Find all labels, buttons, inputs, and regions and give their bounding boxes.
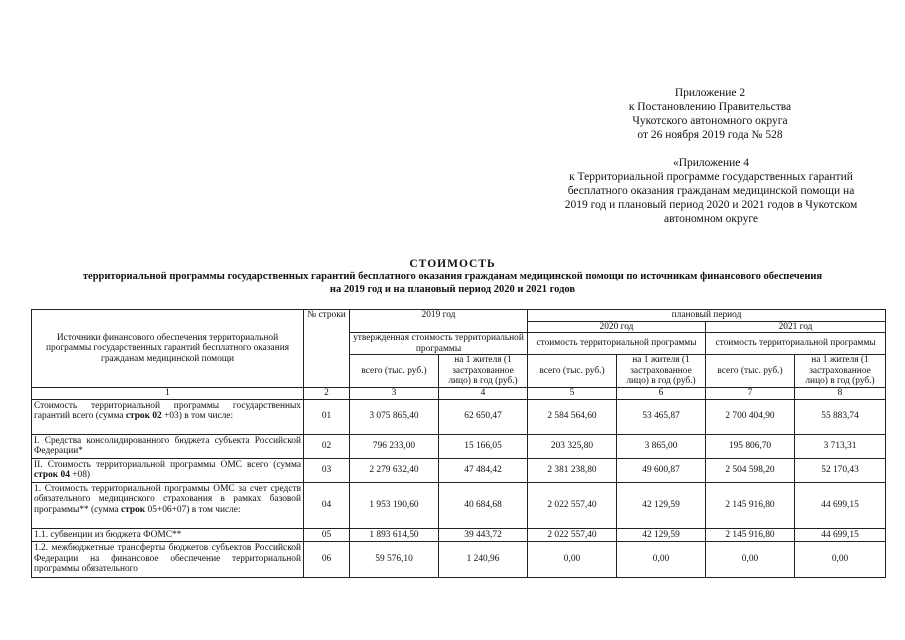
header-per-capita: на 1 жителя (1 застрахованное лицо) в год (руб.) — [795, 355, 886, 388]
value-cell: 2 145 916,80 — [706, 482, 795, 528]
value-cell: 2 584 564,60 — [528, 399, 617, 434]
header-source: Источники финансового обеспечения территориальной программы государственных гарантий бесплатного оказания гражданам медицинской помощи — [32, 310, 304, 388]
header-planned-period: плановый период — [528, 310, 886, 322]
header-approved-cost: утвержденная стоимость территориальной программы — [350, 333, 528, 355]
row-label: 1.1. субвенции из бюджета ФОМС** — [32, 528, 304, 542]
column-number: 6 — [617, 388, 706, 400]
appendix-line: автономном округе — [663, 213, 759, 225]
value-cell: 2 022 557,40 — [528, 482, 617, 528]
value-cell: 195 806,70 — [706, 434, 795, 458]
appendix-line: Приложение 2 — [674, 87, 746, 99]
table-row — [32, 528, 886, 542]
appendix-line: к Территориальной программе государственных гарантий — [569, 171, 853, 183]
header-total: всего (тыс. руб.) — [706, 355, 795, 388]
table-row — [32, 458, 886, 482]
row-number: 03 — [304, 458, 350, 482]
row-number: 02 — [304, 434, 350, 458]
row-label: I. Средства консолидированного бюджета субъекта Российской Федерации* — [32, 434, 304, 458]
header-total: всего (тыс. руб.) — [528, 355, 617, 388]
row-number: 06 — [304, 542, 350, 578]
column-number: 2 — [304, 388, 350, 400]
value-cell: 55 883,74 — [795, 399, 886, 434]
header-per-capita: на 1 жителя (1 застрахованное лицо) в год (руб.) — [617, 355, 706, 388]
appendix-2-heading — [560, 86, 860, 142]
header-cost-2021: стоимость территориальной программы — [706, 333, 886, 355]
header-2021: 2021 год — [706, 321, 886, 333]
row-label: Стоимость территориальной программы государственных гарантий всего (сумма строк 02 +03) в том числе: — [32, 399, 304, 434]
row-number: 04 — [304, 482, 350, 528]
header-cost-2020: стоимость территориальной программы — [528, 333, 706, 355]
value-cell: 2 279 632,40 — [350, 458, 439, 482]
value-cell: 39 443,72 — [439, 528, 528, 542]
value-cell: 2 381 238,80 — [528, 458, 617, 482]
value-cell: 2 145 916,80 — [706, 528, 795, 542]
value-cell: 62 650,47 — [439, 399, 528, 434]
row-label: II. Стоимость территориальной программы ОМС всего (сумма строк 04 +08) — [32, 458, 304, 482]
value-cell: 0,00 — [795, 542, 886, 578]
cost-table — [31, 309, 886, 578]
value-cell: 3 713,31 — [795, 434, 886, 458]
appendix-4-heading — [530, 156, 892, 226]
appendix-line: от 26 ноября 2019 года № 528 — [637, 129, 783, 141]
table-row — [32, 482, 886, 528]
header-total: всего (тыс. руб.) — [350, 355, 439, 388]
value-cell: 0,00 — [706, 542, 795, 578]
document-title: СТОИМОСТЬ — [409, 258, 496, 270]
appendix-line: бесплатного оказания гражданам медицинской помощи на — [567, 185, 855, 197]
header-2019: 2019 год — [350, 310, 528, 333]
value-cell: 44 699,15 — [795, 528, 886, 542]
value-cell: 44 699,15 — [795, 482, 886, 528]
row-number: 05 — [304, 528, 350, 542]
value-cell: 0,00 — [617, 542, 706, 578]
column-number: 4 — [439, 388, 528, 400]
value-cell: 1 893 614,50 — [350, 528, 439, 542]
value-cell: 2 022 557,40 — [528, 528, 617, 542]
value-cell: 15 166,05 — [439, 434, 528, 458]
value-cell: 1 953 190,60 — [350, 482, 439, 528]
value-cell: 203 325,80 — [528, 434, 617, 458]
appendix-line: «Приложение 4 — [672, 157, 750, 169]
row-label: 1.2. межбюджетные трансферты бюджетов субъектов Российской Федерации на финансовое обеспечение территориальной программы обязательного — [32, 542, 304, 578]
value-cell: 53 465,87 — [617, 399, 706, 434]
table-row — [32, 542, 886, 578]
column-number: 3 — [350, 388, 439, 400]
appendix-line: 2019 год и плановый период 2020 и 2021 годов в Чукотском — [564, 199, 858, 211]
row-number: 01 — [304, 399, 350, 434]
header-per-capita: на 1 жителя (1 застрахованное лицо) в год (руб.) — [439, 355, 528, 388]
table-row — [32, 434, 886, 458]
value-cell: 40 684,68 — [439, 482, 528, 528]
column-number: 7 — [706, 388, 795, 400]
value-cell: 3 075 865,40 — [350, 399, 439, 434]
value-cell: 47 484,42 — [439, 458, 528, 482]
value-cell: 59 576,10 — [350, 542, 439, 578]
header-row-number: № строки — [304, 310, 350, 388]
subtitle-line: на 2019 год и на плановый период 2020 и 2021 годов — [329, 284, 576, 295]
value-cell: 42 129,59 — [617, 528, 706, 542]
value-cell: 0,00 — [528, 542, 617, 578]
value-cell: 2 504 598,20 — [706, 458, 795, 482]
value-cell: 49 600,87 — [617, 458, 706, 482]
value-cell: 1 240,96 — [439, 542, 528, 578]
value-cell: 42 129,59 — [617, 482, 706, 528]
column-number: 5 — [528, 388, 617, 400]
appendix-line: Чукотского автономного округа — [632, 115, 788, 127]
value-cell: 796 233,00 — [350, 434, 439, 458]
value-cell: 2 700 404,90 — [706, 399, 795, 434]
subtitle-line: территориальной программы государственных гарантий бесплатного оказания гражданам медицинской помощи по источникам финансового обеспечения — [82, 271, 823, 282]
column-number: 1 — [32, 388, 304, 400]
column-number: 8 — [795, 388, 886, 400]
document-subtitle — [30, 270, 875, 296]
appendix-line: к Постановлению Правительства — [628, 101, 792, 113]
row-label: 1. Стоимость территориальной программы ОМС за счет средств обязательного медицинского страхования в рамках базовой программы** (сумма строк 05+06+07) в том числе: — [32, 482, 304, 528]
header-2020: 2020 год — [528, 321, 706, 333]
table-row — [32, 399, 886, 434]
value-cell: 52 170,43 — [795, 458, 886, 482]
value-cell: 3 865,00 — [617, 434, 706, 458]
